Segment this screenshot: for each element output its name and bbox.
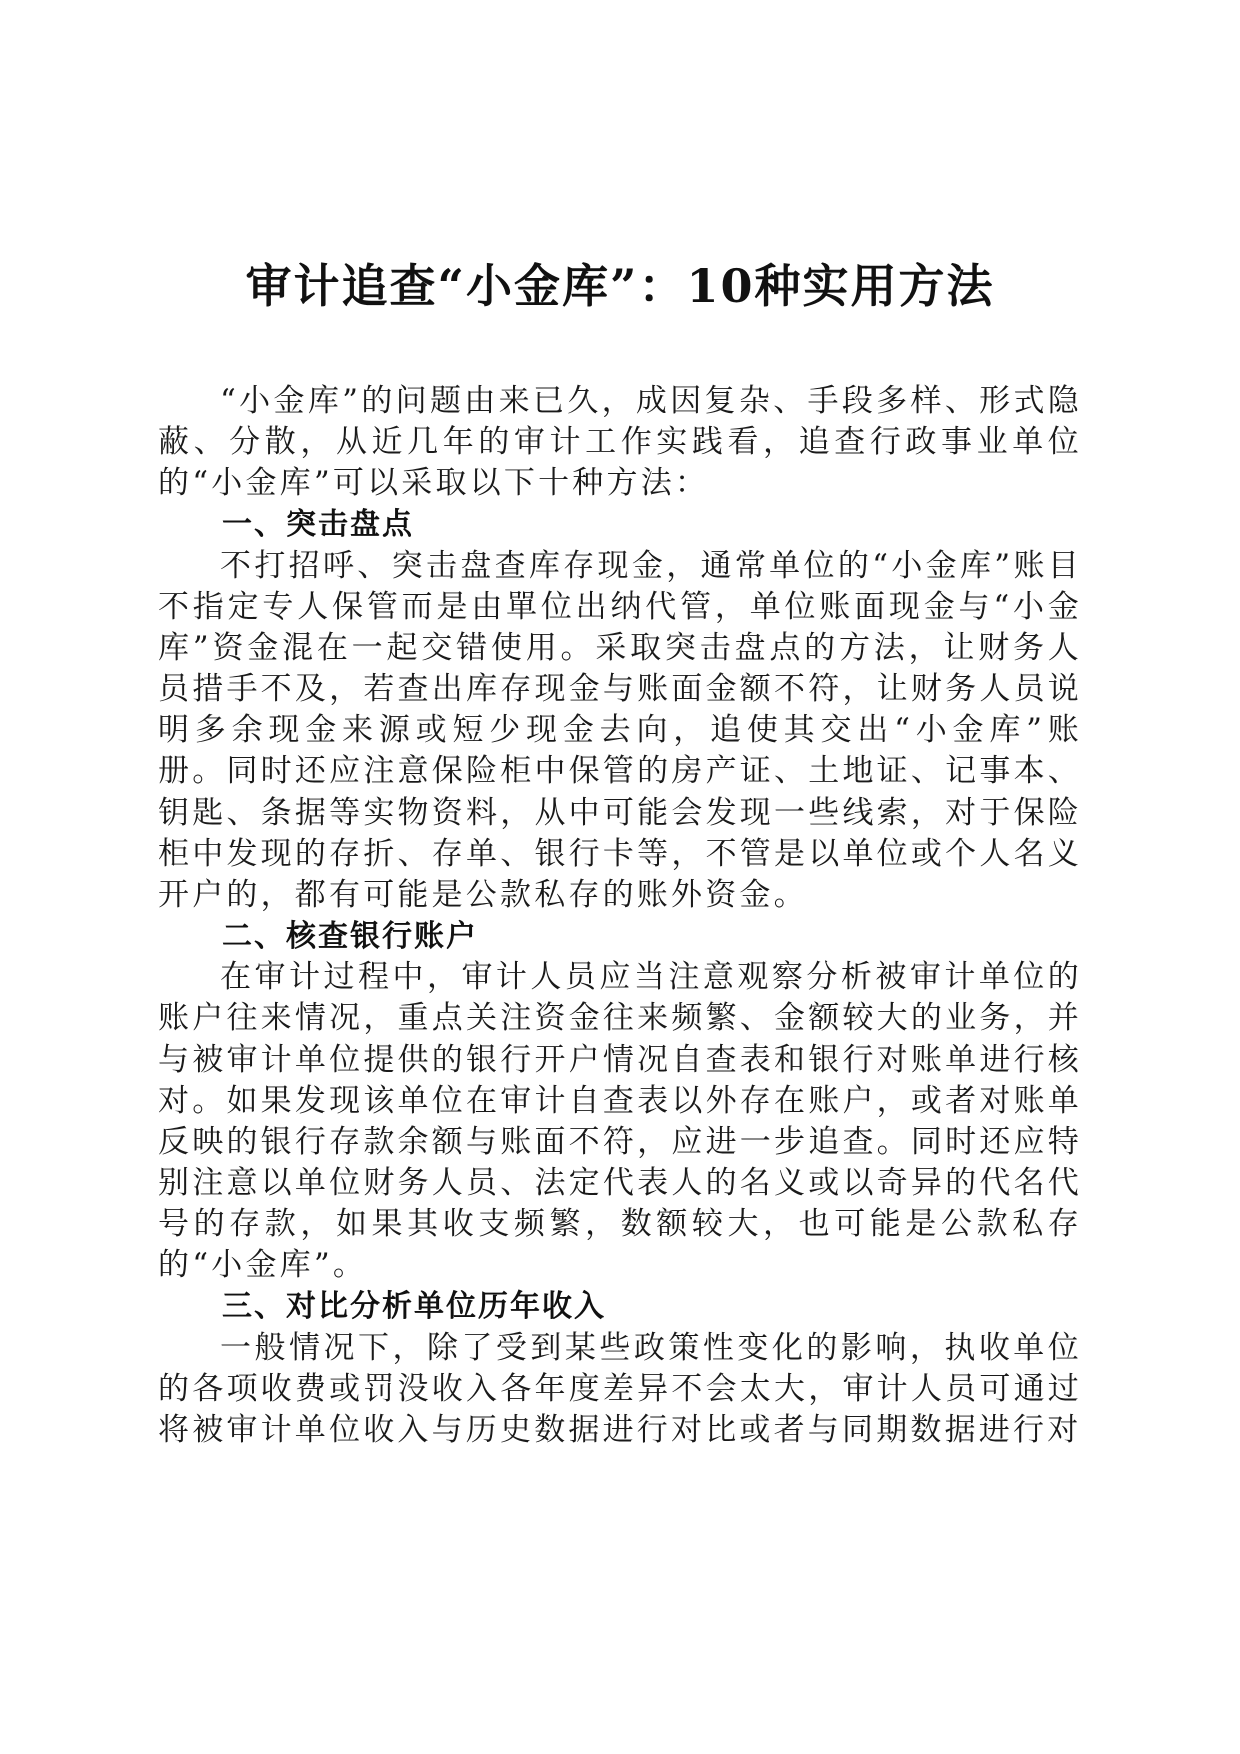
intro-paragraph: “小金库”的问题由来已久，成因复杂、手段多样、形式隐蔽、分散，从近几年的审计工作实践看，追查行政事业单位的“小金库”可以采取以下十种方法：	[158, 383, 1082, 502]
section-heading-3: 三、对比分析单位历年收入	[222, 1289, 606, 1325]
section-heading-2: 二、核查银行账户	[222, 919, 478, 955]
section-heading-1: 一、突击盘点	[222, 507, 414, 543]
section-paragraph-3: 一般情况下，除了受到某些政策性变化的影响，执收单位的各项收费或罚没收入各年度差异不会太大，审计人员可通过将被审计单位收入与历史数据进行对比或者与同期数据进行对	[158, 1329, 1082, 1448]
section-paragraph-1: 不打招呼、突击盘查库存现金，通常单位的“小金库”账目不指定专人保管而是由單位出纳代管，单位账面现金与“小金库”资金混在一起交错使用。采取突击盘点的方法，让财务人员措手不及，若查出库存现金与账面金额不符，让财务人员说明多余现金来源或短少现金去向，追使其交出“小金库”账册。同时还应注意保险柜中保管的房产证、土地证、记事本、钥匙、条据等实物资料，从中可能会发现一些线索，对于保险柜中发现的存折、存单、银行卡等，不管是以单位或个人名义开户的，都有可能是公款私存的账外资金。	[158, 547, 1082, 913]
section-paragraph-2: 在审计过程中，审计人员应当注意观察分析被审计单位的账户往来情况，重点关注资金往来频繁、金额较大的业务，并与被审计单位提供的银行开户情况自查表和银行对账单进行核对。如果发现该单位在审计自查表以外存在账户，或者对账单反映的银行存款余额与账面不符，应进一步追查。同时还应特别注意以单位财务人员、法定代表人的名义或以奇异的代名代号的存款，如果其收支频繁，数额较大，也可能是公款私存的“小金库”。	[158, 959, 1082, 1284]
document-title: 审计追查“小金库”：10种实用方法	[245, 259, 995, 313]
document-body	[158, 381, 1082, 1451]
